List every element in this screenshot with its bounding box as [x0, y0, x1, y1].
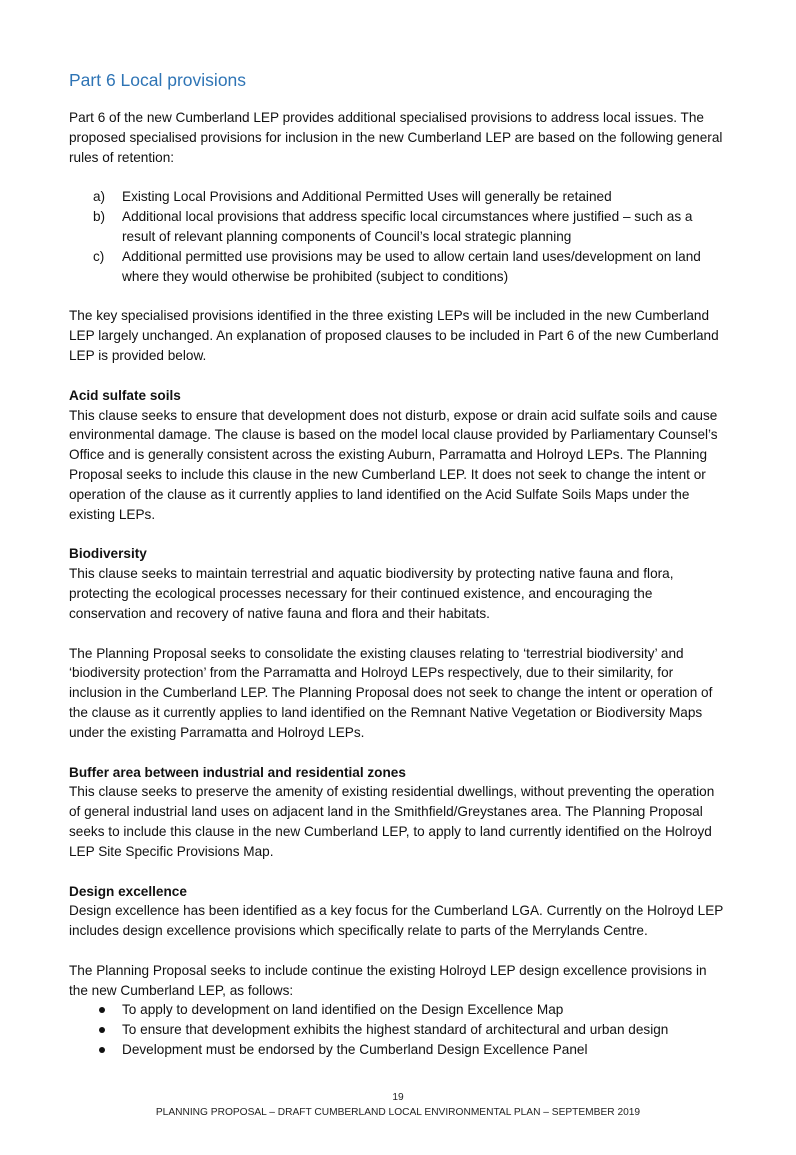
list-item-text: Development must be endorsed by the Cumberland Design Excellence Panel [122, 1042, 588, 1058]
section-design-excellence [69, 882, 729, 1060]
subsection-body-2: The Planning Proposal seeks to consolidate the existing clauses relating to ‘terrestrial biodiversity’ and ‘biodiversity protection’ from the Parramatta and Holroyd LEPs respectively, due to their similarity, for inclusion in the Cumberland LEP. The Planning Proposal does not seek to change the intent or operation of the clause as it currently applies to land identified on the Remnant Native Vegetation or Biodiversity Maps under the existing Parramatta and Holroyd LEPs. [69, 645, 713, 740]
section-biodiversity [69, 544, 729, 742]
page-number: 19 [392, 1092, 404, 1103]
list-marker: a) [93, 189, 106, 205]
list-item [69, 247, 729, 287]
page-footer: PLANNING PROPOSAL – DRAFT CUMBERLAND LOCAL ENVIRONMENTAL PLAN – SEPTEMBER 2019 [155, 1107, 641, 1118]
list-item-text: To apply to development on land identified on the Design Excellence Map [122, 1002, 564, 1018]
subsection-title: Buffer area between industrial and residential zones [69, 764, 406, 780]
list-item [69, 187, 729, 207]
subsection-body: This clause seeks to preserve the amenity of existing residential dwellings, without preventing the operation of general industrial land uses on adjacent land in the Smithfield/Greystanes area. The Planning Proposal seeks to include this clause in the new Cumberland LEP, to apply to land currently identified on the Holroyd LEP Site Specific Provisions Map. [69, 784, 715, 859]
section-buffer-area [69, 763, 729, 862]
subsection-body: Design excellence has been identified as a key focus for the Cumberland LGA. Currently on the Holroyd LEP includes design excellence provisions which specifically relate to parts of the Merrylands Centre. [69, 903, 724, 939]
list-item [69, 1040, 729, 1060]
list-marker: c) [93, 248, 105, 264]
list-item-text: To ensure that development exhibits the highest standard of architectural and urban design [122, 1022, 669, 1038]
intro-paragraph: Part 6 of the new Cumberland LEP provides additional specialised provisions to address local issues. The proposed specialised provisions for inclusion in the new Cumberland LEP are based on the following general rules of retention: [69, 110, 723, 165]
design-excellence-list [69, 1000, 729, 1059]
list-item [69, 207, 729, 247]
subsection-body: This clause seeks to ensure that development does not disturb, expose or drain acid sulfate soils and cause environmental damage. The clause is based on the model local clause provided by Parliamentary Counsel’s Office and is generally consistent across the existing Auburn, Parramatta and Holroyd LEPs. The Planning Proposal seeks to include this clause in the new Cumberland LEP. It does not seek to change the intent or operation of the clause as it currently applies to land identified on the Acid Sulfate Soils Maps under the existing LEPs. [69, 407, 718, 522]
subsection-title: Biodiversity [69, 546, 147, 562]
subsection-body-2: The Planning Proposal seeks to include continue the existing Holroyd LEP design excellence provisions in the new Cumberland LEP, as follows: [69, 962, 707, 998]
list-item [69, 1000, 729, 1020]
bullet-icon [99, 1027, 105, 1033]
retention-rules-list [69, 187, 729, 286]
page-content [69, 68, 729, 1060]
section-acid-sulfate-soils [69, 386, 729, 525]
bullet-icon [99, 1047, 105, 1053]
list-item-text: Additional local provisions that address specific local circumstances where justified – such as a result of relevant planning components of Council’s local strategic planning [122, 209, 693, 244]
list-marker: b) [93, 209, 106, 225]
subsection-body: This clause seeks to maintain terrestrial and aquatic biodiversity by protecting native fauna and flora, protecting the ecological processes necessary for their continued existence, and encouraging the conservation and recovery of native fauna and flora and their habitats. [69, 566, 674, 621]
section-heading: Part 6 Local provisions [69, 70, 247, 90]
list-item-text: Additional permitted use provisions may be used to allow certain land uses/development on land where they would otherwise be prohibited (subject to conditions) [122, 248, 701, 284]
summary-paragraph: The key specialised provisions identified in the three existing LEPs will be included in the new Cumberland LEP largely unchanged. An explanation of proposed clauses to be included in Part 6 of the new Cumberland LEP is provided below. [69, 308, 719, 363]
list-item [69, 1020, 729, 1040]
bullet-icon [99, 1007, 105, 1013]
list-item-text: Existing Local Provisions and Additional Permitted Uses will generally be retained [122, 189, 612, 205]
subsection-title: Acid sulfate soils [69, 387, 181, 403]
subsection-title: Design excellence [69, 883, 187, 899]
